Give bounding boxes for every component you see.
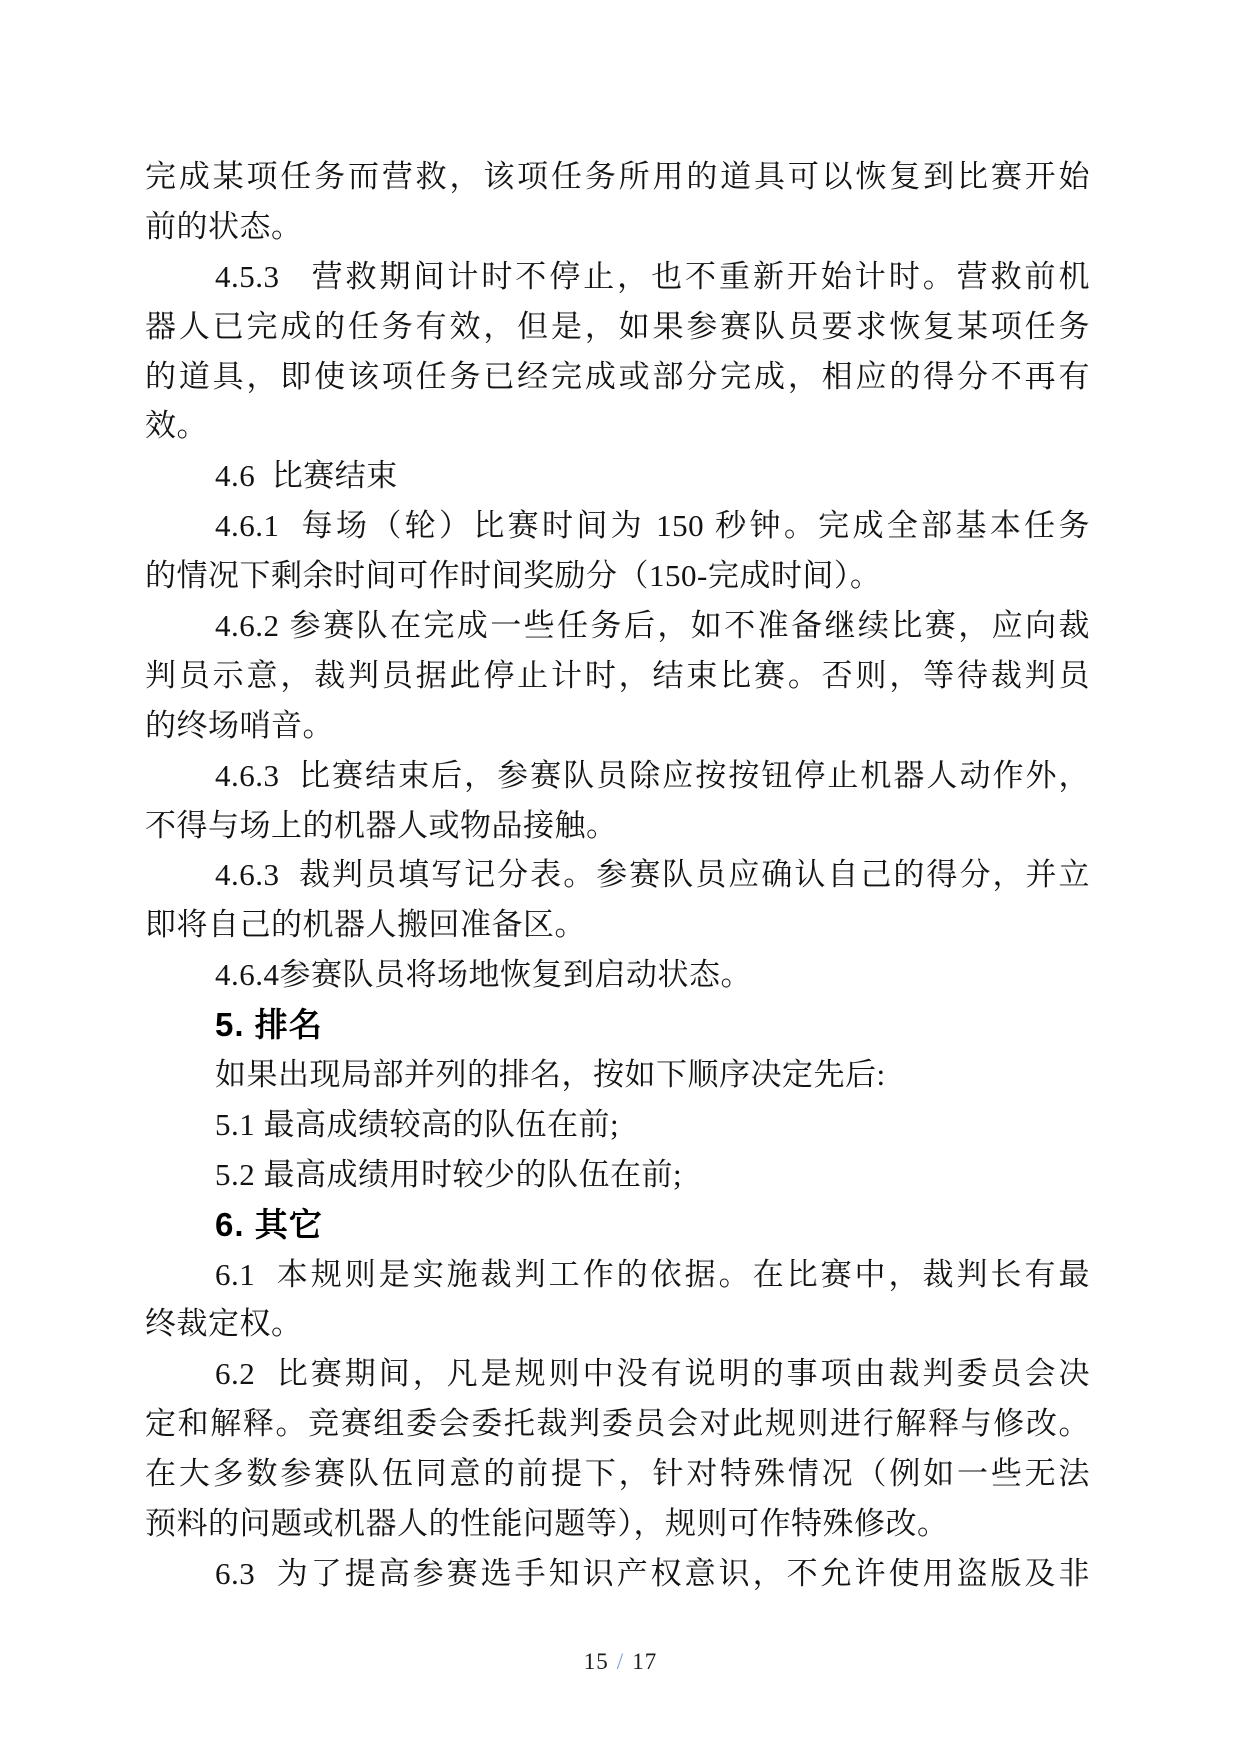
text-line: 的情况下剩余时间可作时间奖励分（150-完成时间）。 — [145, 558, 882, 594]
text-line: 4.6.3 比赛结束后，参赛队员除应按按钮停止机器人动作外， — [215, 757, 1090, 793]
text-line: 4.5.3 营救期间计时不停止，也不重新开始计时。营救前机 — [215, 258, 1090, 294]
text-line: 定和解释。竞赛组委会委托裁判委员会对此规则进行解释与修改。 — [145, 1406, 1090, 1442]
page-number-current: 15 — [583, 1649, 609, 1674]
text-line: 4.6.2 参赛队在完成一些任务后，如不准备继续比赛，应向裁 — [215, 608, 1090, 644]
text-line: 预料的问题或机器人的性能问题等），规则可作特殊修改。 — [145, 1506, 949, 1542]
text-line: 4.6.1 每场（轮）比赛时间为 150 秒钟。完成全部基本任务 — [215, 508, 1090, 544]
text-line: 如果出现局部并列的排名，按如下顺序决定先后: — [215, 1057, 886, 1093]
text-line: 4.6.4参赛队员将场地恢复到启动状态。 — [215, 957, 752, 993]
text-line: 6.1 本规则是实施裁判工作的依据。在比赛中，裁判长有最 — [215, 1256, 1090, 1292]
text-line: 完成某项任务而营救，该项任务所用的道具可以恢复到比赛开始 — [145, 159, 1090, 194]
text-line: 4.6.3 裁判员填写记分表。参赛队员应确认自己的得分，并立 — [215, 857, 1090, 893]
text-line: 5.1 最高成绩较高的队伍在前; — [215, 1106, 620, 1142]
text-line: 判员示意，裁判员据此停止计时，结束比赛。否则，等待裁判员 — [145, 657, 1090, 693]
text-line: 5.2 最高成绩用时较少的队伍在前; — [215, 1156, 683, 1192]
text-line: 的道具，即使该项任务已经完成或部分完成，相应的得分不再有 — [145, 358, 1090, 394]
text-line: 的终场哨音。 — [145, 707, 334, 743]
section-heading: 6. 其它 — [215, 1205, 323, 1243]
text-line: 6.3 为了提高参赛选手知识产权意识，不允许使用盗版及非 — [215, 1555, 1090, 1591]
page-number-separator: / — [616, 1649, 625, 1674]
text-line: 效。 — [145, 408, 208, 444]
text-line: 器人已完成的任务有效，但是，如果参赛队员要求恢复某项任务 — [145, 308, 1090, 344]
page-number-total: 17 — [632, 1649, 658, 1674]
page-footer — [0, 1648, 1241, 1676]
text-line: 不得与场上的机器人或物品接触。 — [145, 807, 618, 843]
text-line: 前的状态。 — [145, 208, 303, 244]
text-line: 即将自己的机器人搬回准备区。 — [145, 907, 586, 943]
text-line: 4.6 比赛结束 — [215, 458, 398, 494]
document-body — [145, 152, 1090, 1599]
text-line: 6.2 比赛期间，凡是规则中没有说明的事项由裁判委员会决 — [215, 1356, 1090, 1392]
section-heading: 5. 排名 — [215, 1006, 323, 1044]
text-line: 终裁定权。 — [145, 1306, 303, 1342]
text-line: 在大多数参赛队伍同意的前提下，针对特殊情况（例如一些无法 — [145, 1456, 1090, 1492]
